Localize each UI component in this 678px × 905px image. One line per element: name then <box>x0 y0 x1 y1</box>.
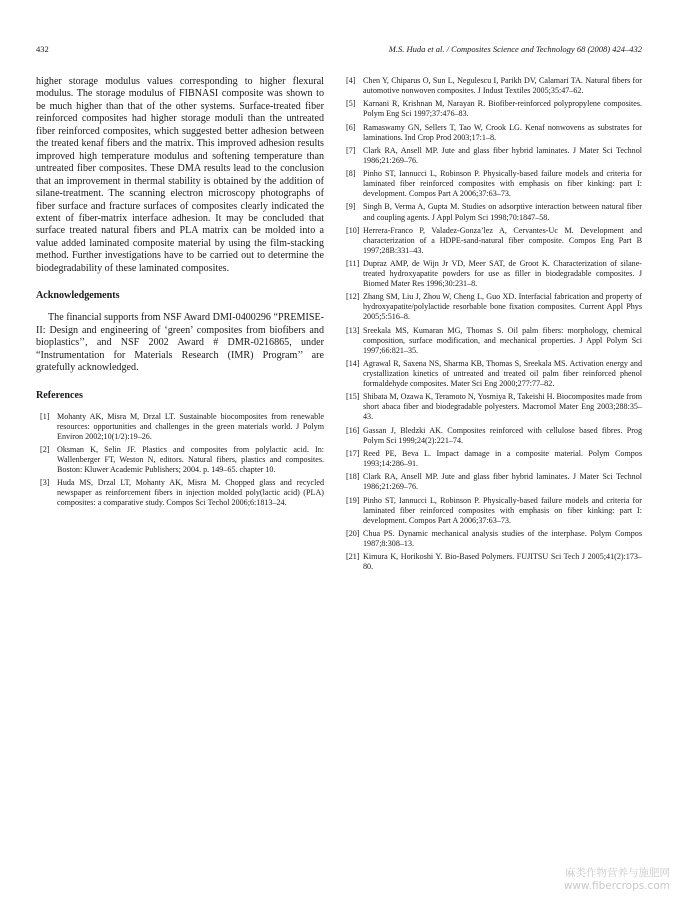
reference-number: [20] <box>346 528 360 538</box>
reference-number: [18] <box>346 472 360 482</box>
reference-item <box>346 99 642 119</box>
reference-number: [12] <box>346 292 360 302</box>
reference-item <box>346 326 642 356</box>
reference-text: Clark RA, Ansell MP. Jute and glass fiber hybrid laminates. J Mater Sci Technol 1986;21:269–76. <box>363 472 642 492</box>
reference-item <box>346 146 642 166</box>
reference-item <box>346 226 642 256</box>
reference-item <box>346 123 642 143</box>
page-header <box>36 42 642 56</box>
reference-text: Zhang SM, Liu J, Zhou W, Cheng L, Guo XD. Interfacial fabrication and property of hydroxyapatite/polylactide resorbable bone fixation composites. Current Appl Phys 2005;5:516–8. <box>363 292 642 322</box>
reference-text: Clark RA, Ansell MP. Jute and glass fiber hybrid laminates. J Mater Sci Technol 1986;21:269–76. <box>363 145 642 165</box>
reference-text: Shibata M, Ozawa K, Teramoto N, Yosmiya R, Takeishi H. Biocomposites made from short abaca fiber and biodegradable polyesters. Macromol Mater Eng 2003;288:35–43. <box>363 392 642 422</box>
reference-text: Ramaswamy GN, Sellers T, Tao W, Crook LG. Kenaf nonwovens as substrates for laminations. Ind Crop Prod 2003;17:1–8. <box>363 122 642 142</box>
reference-text: Huda MS, Drzal LT, Mohanty AK, Misra M. Chopped glass and recycled newspaper as reinforcement fibers in injection molded poly(lactic acid) (PLA) composites: a comparative study. Compos Sci Techol 2006;6:1813–24. <box>57 478 324 508</box>
references-list-left <box>40 412 324 509</box>
running-head: M.S. Huda et al. / Composites Science and Technology 68 (2008) 424–432 <box>388 44 642 54</box>
reference-item <box>346 449 642 469</box>
reference-text: Sreekala MS, Kumaran MG, Thomas S. Oil palm fibers: morphology, chemical composition, surface modification, and mechanical properties. J Appl Polym Sci 1997;66:821–35. <box>363 325 642 355</box>
reference-number: [3] <box>40 478 50 488</box>
left-column <box>36 76 324 512</box>
reference-item <box>346 76 642 96</box>
reference-text: Chen Y, Chiparus O, Sun L, Negulescu I, Parikh DV, Calamari TA. Natural fibers for automotive nonwoven composites. J Indust Textiles 2005;35:47–62. <box>363 76 642 96</box>
reference-text: Gassan J, Bledzki AK. Composites reinforced with cellulose based fibres. Prog Polym Sci 1999;24(2):221–74. <box>363 425 642 445</box>
reference-number: [16] <box>346 425 360 435</box>
reference-item <box>346 392 642 422</box>
right-column <box>346 76 642 575</box>
reference-number: [7] <box>346 145 356 155</box>
reference-text: Chua PS. Dynamic mechanical analysis studies of the interphase. Polym Compos 1987;8:308–13. <box>363 528 642 548</box>
reference-number: [21] <box>346 552 360 562</box>
watermark-site-name: 麻类作物营养与施肥网 <box>565 867 670 879</box>
reference-item <box>40 412 324 442</box>
reference-number: [9] <box>346 202 356 212</box>
watermark-url: www.fibercrops.com <box>563 880 670 892</box>
reference-item <box>346 169 642 199</box>
reference-item <box>346 496 642 526</box>
reference-number: [17] <box>346 448 360 458</box>
acknowledgements-text: The financial supports from NSF Award DMI-0400296 “PREMISE-II: Design and engineering of ‘green’ composites from biofibers and bioplastics’’, and NSF 2002 Award # DMR-0216865, under “Instrumentation for Materials Research (IMR) Program’’ are gratefully acknowledged. <box>36 312 324 374</box>
reference-item <box>346 292 642 322</box>
reference-number: [13] <box>346 325 360 335</box>
reference-text: Dupraz AMP, de Wijn Jr VD, Meer SAT, de Groot K. Characterization of silane-treated hydroxyapatite powders for use as filler in biodegradable composites. J Biomed Mater Res 1996;30:231–8. <box>363 259 642 289</box>
acknowledgements-heading: Acknowledgements <box>36 290 120 302</box>
reference-text: Mohanty AK, Misra M, Drzal LT. Sustainable biocomposites from renewable resources: opportunities and challenges in the green materials world. J Polym Environ 2002;10(1/2):19–26. <box>57 411 324 441</box>
reference-number: [4] <box>346 76 356 85</box>
reference-text: Singh B, Verma A, Gupta M. Studies on adsorptive interaction between natural fiber and coupling agents. J Appl Polym Sci 1998;70:1847–58. <box>363 202 642 222</box>
conclusion-paragraph: higher storage modulus values corresponding to higher flexural modulus. The storage modulus of FIBNASI composite was shown to be much higher than that of the other systems. Surface-treated fiber reinforced composites had higher storage moduli than the untreated fiber reinforced composites, which suggested better adhesion between the treated kenaf fibers and the matrix. This improved adhesion results improved high temperature modulus and softening temperature than untreated fiber composites. These DMA results lead to the conclusion that an improvement in thermal stability is obtained by the addition of silane-treatment. The scanning electron microscopy photographs of fiber surface and fracture surfaces of composites clearly indicated the extent of fiber-matrix interface adhesion. It may be concluded that surface treated natural fibers and PLA matrix can be molded into a value added laminated composite material by using the film-stacking method. Further investigations have to be carried out to determine the biodegradability of these laminated composites. <box>36 76 324 274</box>
reference-text: Oksman K, Selin JF. Plastics and composites from polylactic acid. In: Wallenberger FT, Weston N, editors. Natural fibers, plastics and composites. Boston: Kluwer Academic Publishers; 2004. p. 149–65. chapter 10. <box>57 444 324 474</box>
reference-number: [10] <box>346 225 360 235</box>
watermark <box>564 867 670 893</box>
reference-text: Reed PE, Beva L. Impact damage in a composite material. Polym Compos 1993;14:286–91. <box>363 448 642 469</box>
reference-item <box>346 426 642 446</box>
reference-number: [19] <box>346 495 360 505</box>
reference-number: [5] <box>346 99 356 109</box>
reference-number: [2] <box>40 444 50 454</box>
reference-text: Herrera-Franco P, Valadez-Gonza’lez A, Cervantes-Uc M. Development and characterization of a HDPE-sand-natural fiber composite. Compos Eng Part B 1997;28B:331–43. <box>363 225 642 255</box>
reference-text: Karnani R, Krishnan M, Narayan R. Biofiber-reinforced polypropylene composites. Polym Eng Sci 1997;37:476–83. <box>363 99 642 119</box>
reference-number: [6] <box>346 122 356 132</box>
reference-item <box>346 552 642 572</box>
references-heading: References <box>36 389 83 401</box>
reference-item <box>40 478 324 508</box>
reference-text: Agrawal R, Saxena NS, Sharma KB, Thomas S, Sreekala MS. Activation energy and crystallization kinetics of untreated and treated oil palm fiber reinforced phenol formaldehyde composites. Mater Sci Eng 2000;277:77–82. <box>363 359 642 389</box>
reference-item <box>346 472 642 492</box>
reference-text: Pinho ST, Iannucci L, Robinson P. Physically-based failure models and criteria for laminated fiber reinforced composites with emphasis on fiber kinking: part I: development. Compos Part A 2006;37:63–73. <box>363 169 642 199</box>
reference-text: Kimura K, Horikoshi Y. Bio-Based Polymers. FUJITSU Sci Tech J 2005;41(2):173–80. <box>363 552 642 572</box>
reference-item <box>40 445 324 475</box>
reference-number: [15] <box>346 392 360 402</box>
reference-item <box>346 202 642 222</box>
reference-number: [14] <box>346 359 360 369</box>
references-list-right <box>346 76 642 572</box>
reference-number: [8] <box>346 169 356 179</box>
reference-number: [1] <box>40 411 50 421</box>
reference-item <box>346 529 642 549</box>
reference-text: Pinho ST, Iannucci L, Robinson P. Physically-based failure models and criteria for laminated fiber reinforced composites with emphasis on fiber kinking: part I: development. Compos Part A 2006;37:63–73. <box>363 495 642 525</box>
page-number: 432 <box>36 44 49 54</box>
reference-item <box>346 359 642 389</box>
reference-item <box>346 259 642 289</box>
reference-number: [11] <box>346 259 360 269</box>
